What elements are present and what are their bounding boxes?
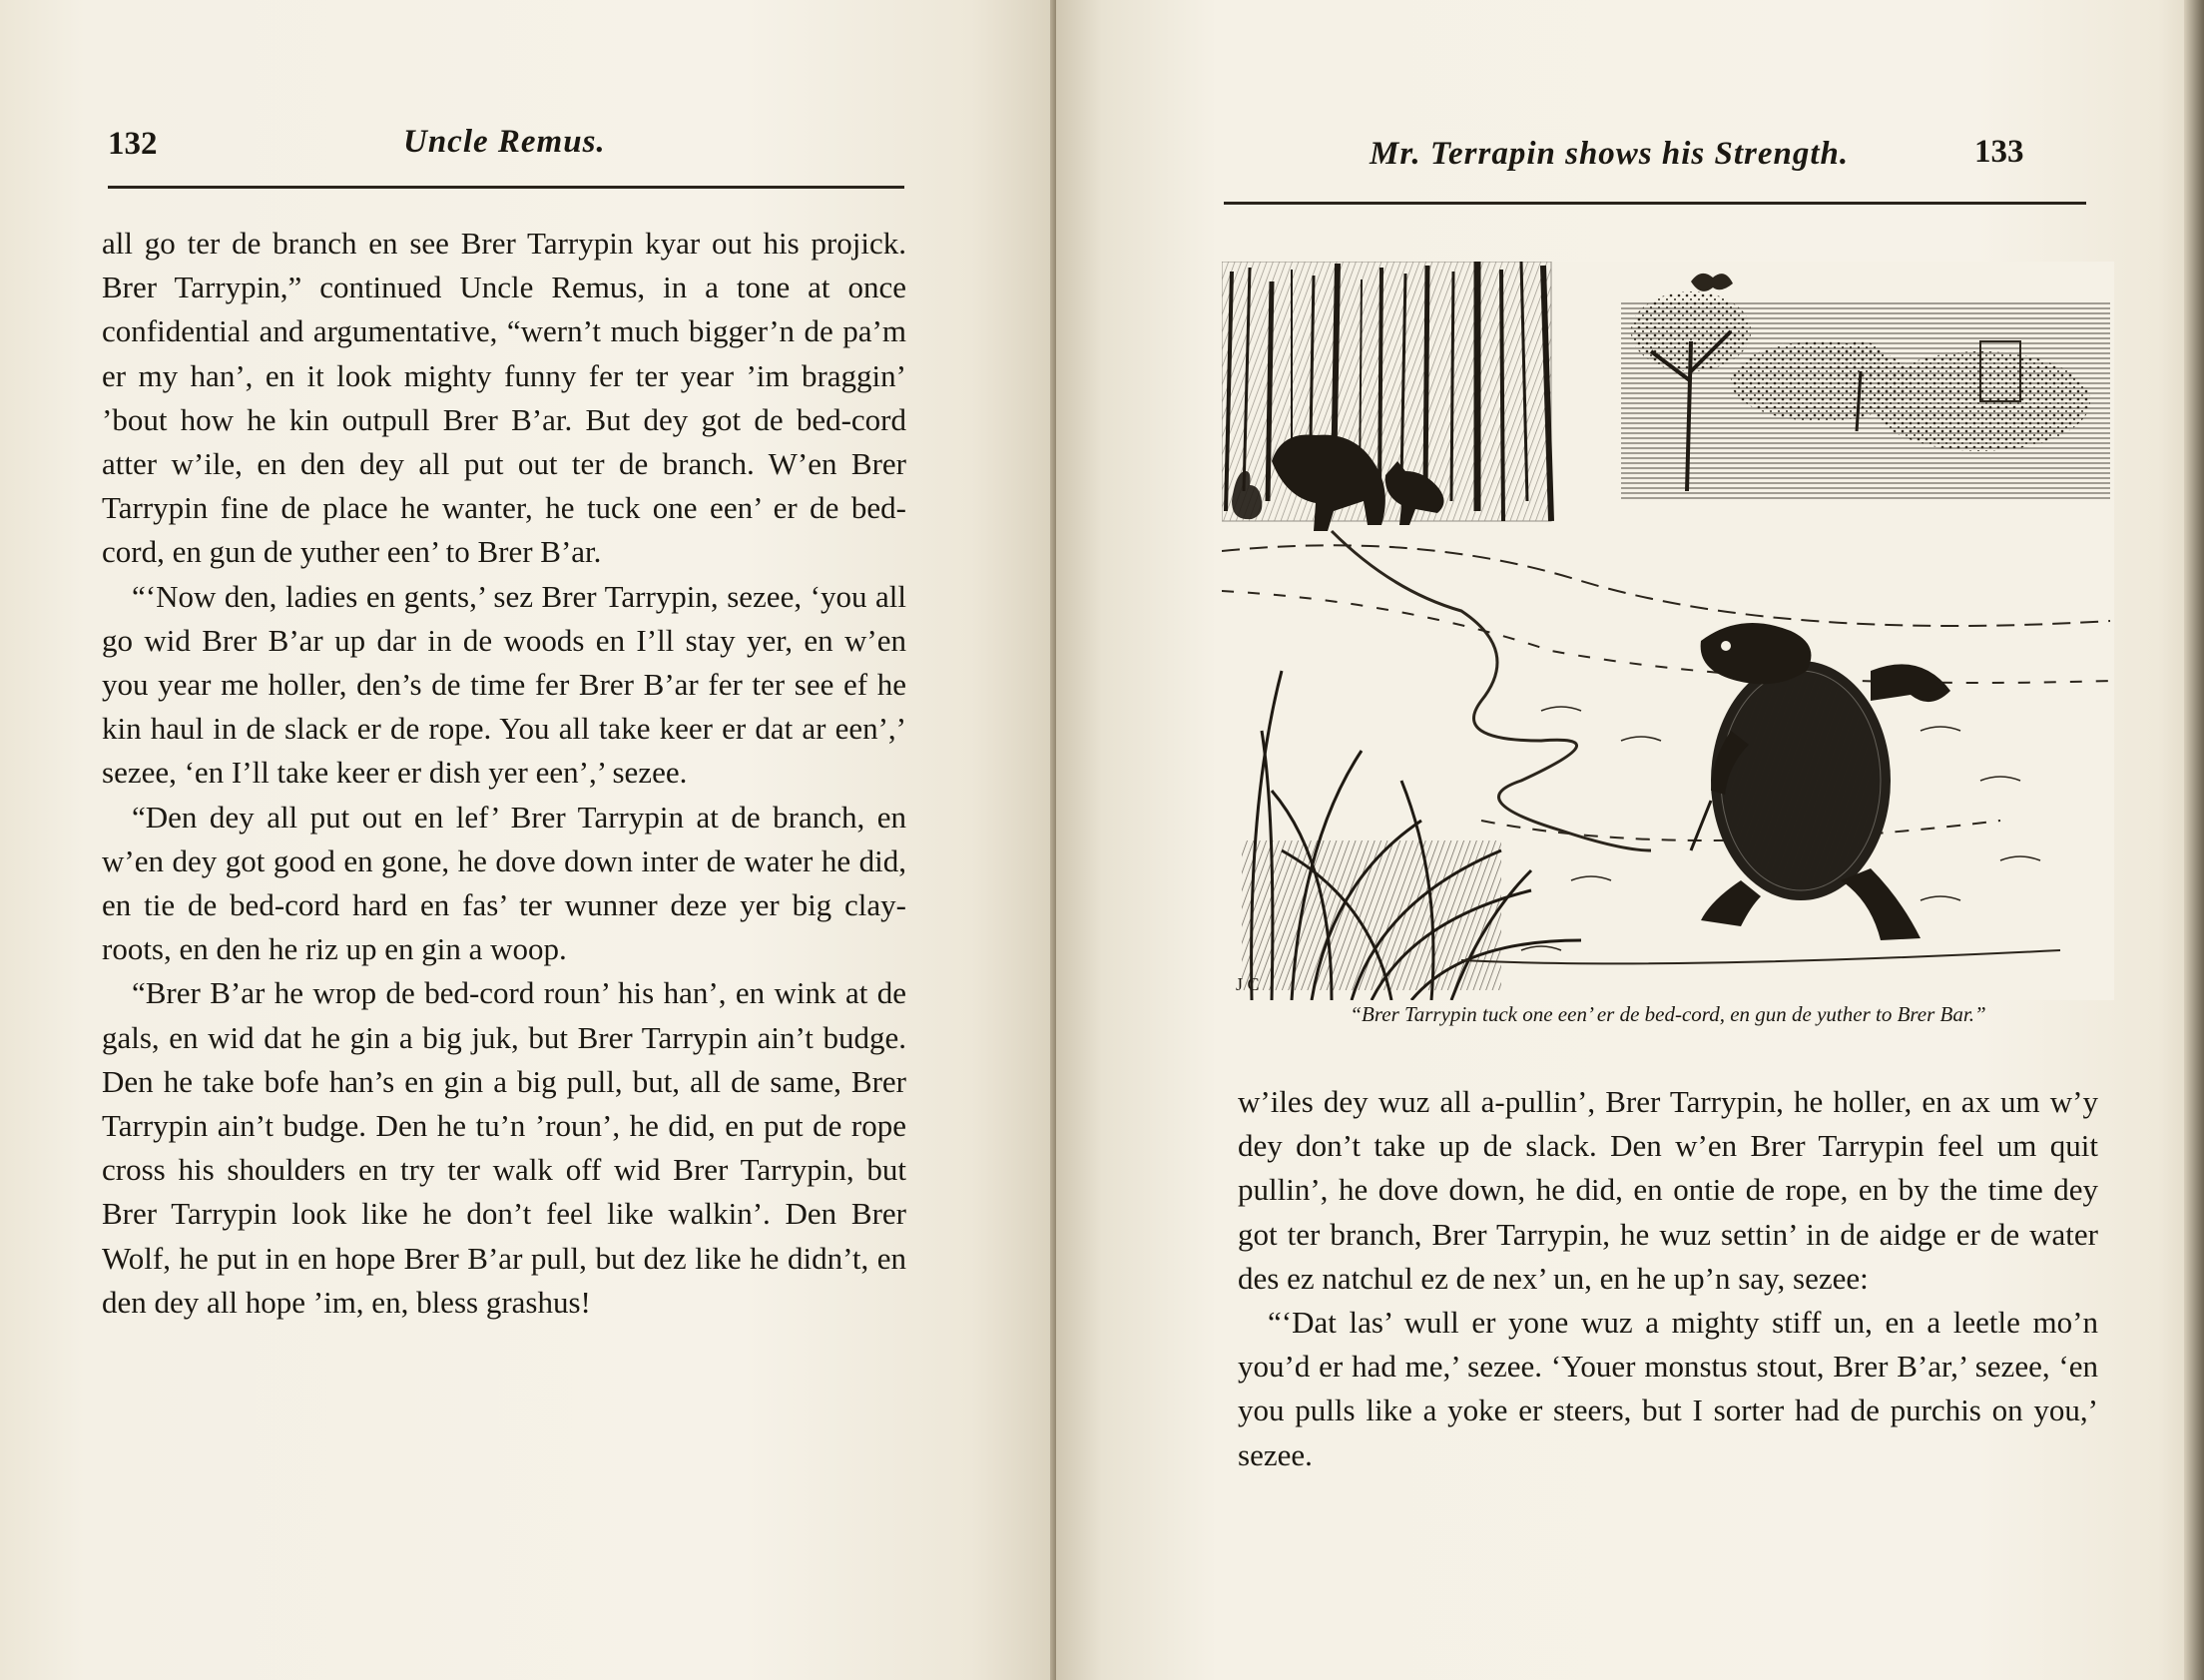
page-edge (2184, 0, 2204, 1680)
paragraph: w’iles dey wuz all a-pullin’, Brer Tarrypin, he holler, en ax um w’y dey don’t take up de slack. Den w’en Brer Tarrypin feel um quit pullin’, he dove down, he did, en ontie de rope, en by the time dey got ter branch, Brer Tarrypin, he wuz settin’ in de aidge er de water des ez natchul ez de nex’ un, en he up’n say, sezee: (1238, 1084, 2098, 1296)
page-number: 133 (1974, 134, 2024, 170)
paragraph: “‘Dat las’ wull er yone wuz a mighty stiff un, en a leetle mo’n you’d er had me,’ sezee. ‘Youer monstus stout, Brer B’ar,’ sezee, ‘en you pulls like a yoke er steers, but I sorter had de purchis on you,’ sezee. (1238, 1305, 2098, 1472)
engraving-illustration (1222, 262, 2114, 1000)
background-trees (1621, 274, 2110, 501)
header-rule (1224, 202, 2086, 205)
illustrator-signature: J C (1236, 974, 1260, 994)
running-title: Uncle Remus. (403, 124, 606, 160)
paragraph: “Brer B’ar he wrop de bed-cord roun’ his han’, en wink at de gals, en wid dat he gin a big juk, but Brer Tarrypin ain’t budge. Den he take bofe han’s en gin a big pull, but, all de same, Brer Tarrypin ain’t budge. Den he tu’n ’roun’, he did, en put de rope cross his shoulders en try ter walk off wid Brer Tarrypin, but Brer Tarrypin look like he don’t feel like walkin’. Den Brer Wolf, he put in en hope Brer B’ar pull, but dez like he didn’t, en den dey all hope ’im, en, bless grashus! (102, 975, 906, 1320)
running-title: Mr. Terrapin shows his Strength. (1370, 136, 1850, 172)
left-page-body (102, 222, 906, 1325)
right-page (1056, 0, 2204, 1680)
left-page (0, 0, 1056, 1680)
paragraph: “‘Now den, ladies en gents,’ sez Brer Tarrypin, sezee, ‘you all go wid Brer B’ar up dar in de woods en I’ll stay yer, en w’en you year me holler, den’s de time fer Brer B’ar fer ter see ef he kin haul in de slack er de rope. You all take keer er dat ar een’,’ sezee, ‘en I’ll take keer er dish yer een’,’ sezee. (102, 578, 906, 791)
right-page-body (1238, 1080, 2098, 1477)
header-rule (108, 186, 904, 189)
illustration-caption: “Brer Tarrypin tuck one een’ er de bed-cord, en gun de yuther to Brer Bar.” (1350, 1002, 1986, 1026)
paragraph: all go ter de branch en see Brer Tarrypin kyar out his projick. Brer Tarrypin,” continued Uncle Remus, in a tone at once confidential and argumentative, “wern’t much bigger’n de pa’m er my han’, en it look mighty funny fer ter year ’im braggin’ ’bout how he kin outpull Brer B’ar. But dey got de bed-cord atter w’ile, en den dey all put out ter de branch. W’en Brer Tarrypin fine de place he wanter, he tuck one een’ er de bed-cord, en gun de yuther een’ to Brer B’ar. (102, 226, 906, 570)
page-number: 132 (108, 126, 158, 162)
paragraph: “Den dey all put out en lef’ Brer Tarrypin at de branch, en w’en dey got good en gone, he dove down inter de water he did, en tie de bed-cord hard en fas’ ter wunner deze yer big clay-roots, en den he riz up en gin a woop. (102, 799, 906, 967)
